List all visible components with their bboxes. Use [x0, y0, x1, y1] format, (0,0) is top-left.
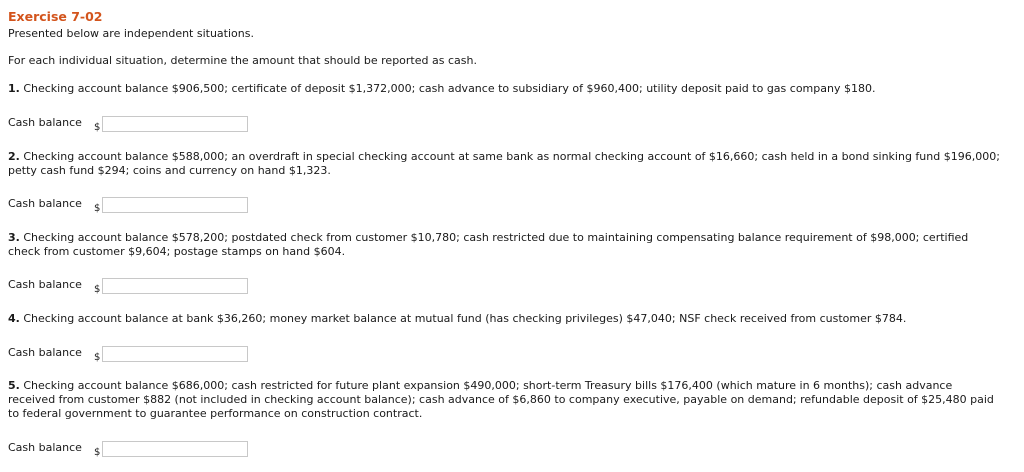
situation-number: 1.: [8, 82, 20, 95]
cash-balance-label: Cash balance: [8, 197, 82, 210]
cash-balance-input-4[interactable]: [102, 346, 248, 362]
cash-balance-input-2[interactable]: [102, 197, 248, 213]
dollar-sign: $: [94, 352, 101, 363]
dollar-sign: $: [94, 122, 101, 133]
instruction-text: For each individual situation, determine the amount that should be reported as cash.: [8, 54, 477, 67]
situation-text: Checking account balance at bank $36,260; money market balance at mutual fund (has checking privileges) $47,040; NSF check received from customer $784.: [23, 312, 907, 325]
situation-4: [8, 312, 1002, 326]
cash-balance-label: Cash balance: [8, 278, 82, 291]
situation-text: Checking account balance $686,000; cash restricted for future plant expansion $490,000; short-term Treasury bills $176,400 (which mature in 6 months); cash advance received from customer $882 (not included in checking account balance); cash advance of $6,860 to company executive, payable on demand; refundable deposit of $25,480 paid to federal government to guarantee performance on construction contract.: [8, 379, 994, 420]
cash-balance-row-4: [8, 346, 268, 368]
situation-text: Checking account balance $578,200; postdated check from customer $10,780; cash restricted due to maintaining compensating balance requirement of $98,000; certified check from customer $9,604; postage stamps on hand $604.: [8, 231, 969, 258]
situation-text: Checking account balance $588,000; an overdraft in special checking account at same bank as normal checking account of $16,660; cash held in a bond sinking fund $196,000; petty cash fund $294; coins and currency on hand $1,323.: [8, 150, 1000, 177]
cash-balance-input-3[interactable]: [102, 278, 248, 294]
cash-balance-row-5: [8, 441, 268, 463]
situation-number: 3.: [8, 231, 20, 244]
situation-text: Checking account balance $906,500; certificate of deposit $1,372,000; cash advance to subsidiary of $960,400; utility deposit paid to gas company $180.: [23, 82, 876, 95]
situation-number: 4.: [8, 312, 20, 325]
situation-1: [8, 82, 1002, 96]
situation-number: 5.: [8, 379, 20, 392]
dollar-sign: $: [94, 447, 101, 458]
dollar-sign: $: [94, 203, 101, 214]
cash-balance-label: Cash balance: [8, 116, 82, 129]
situation-number: 2.: [8, 150, 20, 163]
situation-5: [8, 379, 1002, 421]
dollar-sign: $: [94, 284, 101, 295]
intro-text: Presented below are independent situations.: [8, 27, 254, 40]
situation-3: [8, 231, 1002, 259]
cash-balance-row-2: [8, 197, 268, 219]
exercise-title: Exercise 7-02: [8, 9, 103, 24]
situation-2: [8, 150, 1002, 178]
cash-balance-row-1: [8, 116, 268, 138]
cash-balance-label: Cash balance: [8, 346, 82, 359]
cash-balance-label: Cash balance: [8, 441, 82, 454]
cash-balance-input-5[interactable]: [102, 441, 248, 457]
cash-balance-row-3: [8, 278, 268, 300]
cash-balance-input-1[interactable]: [102, 116, 248, 132]
